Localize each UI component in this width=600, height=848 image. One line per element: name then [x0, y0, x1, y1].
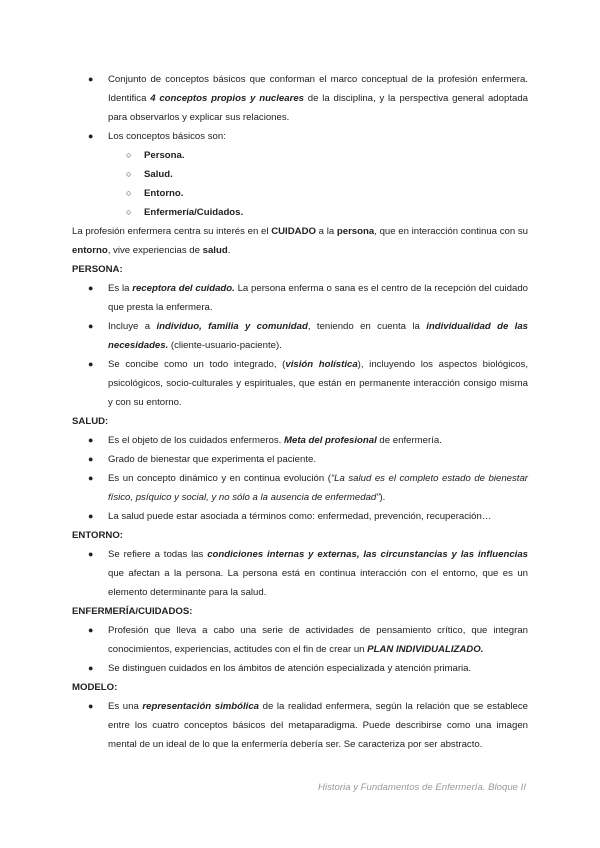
bullet-icon: ● [88, 549, 94, 559]
list-item: ● Los conceptos básicos son: ○ Persona. ○ Salud. ○ Entorno. ○ Enfermería/Cuidados. [72, 127, 528, 222]
list-item: ● Incluye a individuo, familia y comunidad, teniendo en cuenta la individualidad de las necesidades. (cliente-usuario-paciente). [72, 317, 528, 355]
modelo-list [72, 697, 528, 754]
intro-list [72, 70, 528, 222]
sub-bullet-icon: ○ [126, 150, 132, 160]
list-item: ● Se concibe como un todo integrado, (visión holística), incluyendo los aspectos biológicos, psicológicos, socio-culturales y espirituales, que están en permanente interacción consigo misma y con su entorno. [72, 355, 528, 412]
concept-item: ○ Enfermería/Cuidados. [72, 203, 528, 222]
bullet-icon: ● [88, 473, 94, 483]
bullet-icon: ● [88, 435, 94, 445]
list-item: ● Es una representación simbólica de la realidad enfermera, según la relación que se establece entre los cuatro conceptos básicos del metaparadigma. Puede describirse como una imagen mental de un ideal de lo que la enfermería debería ser. Se caracteriza por ser abstracto. [72, 697, 528, 754]
persona-list [72, 279, 528, 412]
bullet-icon: ● [88, 131, 94, 141]
concept-item: ○ Salud. [72, 165, 528, 184]
bullet-icon: ● [88, 511, 94, 521]
intro-paragraph: La profesión enfermera centra su interés en el CUIDADO a la persona, que en interacción continua con su entorno, vive experiencias de salud. [72, 226, 528, 256]
sub-bullet-icon: ○ [126, 188, 132, 198]
concept-item: ○ Persona. [72, 146, 528, 165]
enfermeria-list [72, 621, 528, 678]
section-heading-entorno: ENTORNO: [72, 530, 123, 541]
page-footer: Historia y Fundamentos de Enfermería. Bloque II [318, 782, 526, 793]
sub-bullet-icon: ○ [126, 169, 132, 179]
list-item: ● Se refiere a todas las condiciones internas y externas, las circunstancias y las influencias que afectan a la persona. La persona está en continua interacción con el entorno, que es un elemento determinante para la salud. [72, 545, 528, 602]
bullet-icon: ● [88, 701, 94, 711]
section-heading-modelo: MODELO: [72, 682, 118, 693]
section-heading-enfermeria: ENFERMERÍA/CUIDADOS: [72, 606, 193, 617]
list-item: ● Grado de bienestar que experimenta el paciente. [72, 450, 528, 469]
list-item: ● Se distinguen cuidados en los ámbitos de atención especializada y atención primaria. [72, 659, 528, 678]
bullet-icon: ● [88, 74, 94, 84]
sub-bullet-icon: ○ [126, 207, 132, 217]
concepts-list [72, 146, 528, 222]
salud-list [72, 431, 528, 526]
list-item: ● La salud puede estar asociada a términos como: enfermedad, prevención, recuperación… [72, 507, 528, 526]
document-body [72, 70, 528, 754]
list-item: ● Conjunto de conceptos básicos que conforman el marco conceptual de la profesión enfermera. Identifica 4 conceptos propios y nucleares de la disciplina, y la perspectiva general adoptada para observarlos y explicar sus relaciones. [72, 70, 528, 127]
section-heading-persona: PERSONA: [72, 264, 123, 275]
list-item: ● Profesión que lleva a cabo una serie de actividades de pensamiento crítico, que integran conocimientos, experiencias, actitudes con el fin de crear un PLAN INDIVIDUALIZADO. [72, 621, 528, 659]
concept-item: ○ Entorno. [72, 184, 528, 203]
bullet-icon: ● [88, 359, 94, 369]
entorno-list [72, 545, 528, 602]
section-heading-salud: SALUD: [72, 416, 109, 427]
list-item: ● Es la receptora del cuidado. La persona enferma o sana es el centro de la recepción del cuidado que presta la enfermera. [72, 279, 528, 317]
bullet-icon: ● [88, 321, 94, 331]
bullet-icon: ● [88, 625, 94, 635]
list-item: ● Es un concepto dinámico y en continua evolución (“La salud es el completo estado de bienestar físico, psíquico y social, y no sólo a la ausencia de enfermedad”). [72, 469, 528, 507]
bullet-icon: ● [88, 454, 94, 464]
bullet-icon: ● [88, 283, 94, 293]
bullet-icon: ● [88, 663, 94, 673]
list-item: ● Es el objeto de los cuidados enfermeros. Meta del profesional de enfermería. [72, 431, 528, 450]
